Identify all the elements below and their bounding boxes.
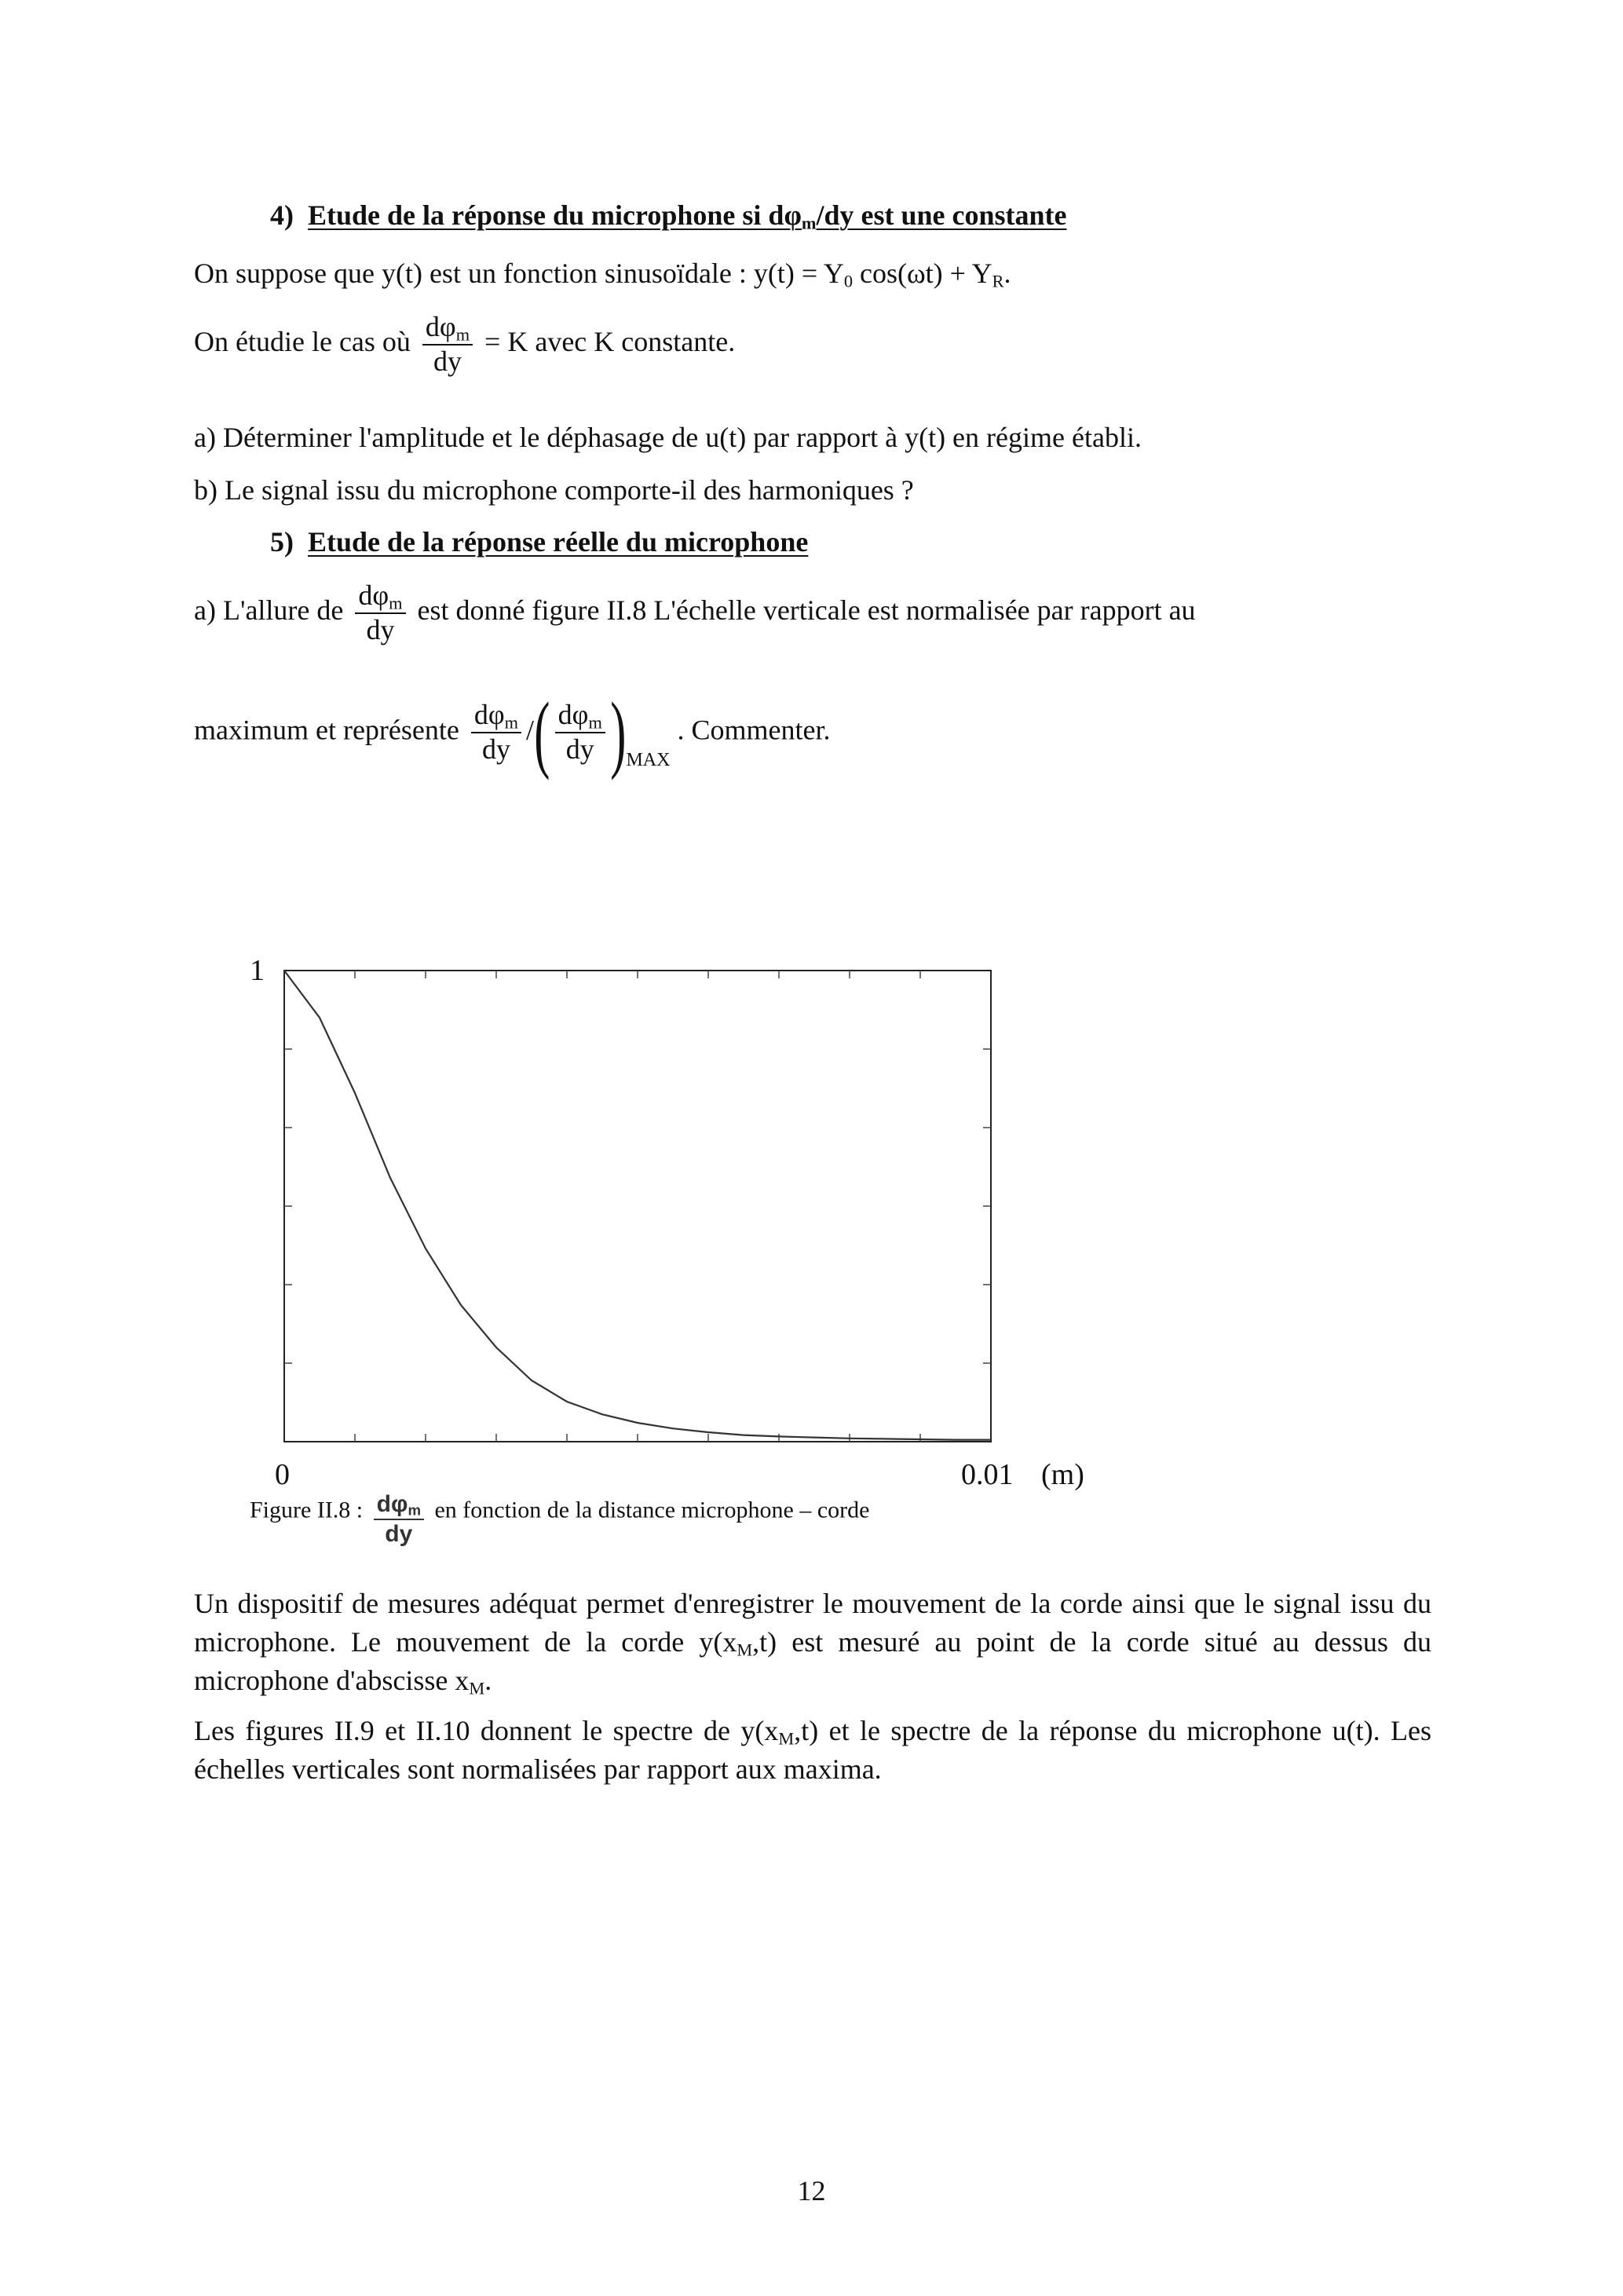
section-5-number: 5) [270,526,294,558]
figure-ii8-chart [188,927,1131,1492]
section-5-heading [270,525,808,560]
plot-frame [284,971,991,1442]
division-slash: / [526,714,535,746]
section-4-number: 4) [270,199,294,231]
question-4b: b) Le signal issu du microphone comporte-il des harmoniques ? [194,474,914,506]
dphi-dy-fraction-max: $\frac{d\varphi_m}{dy}$ [555,700,605,765]
paragraph-measurement: Un dispositif de mesures adéquat permet d'enregistrer le mouvement de la corde ainsi que le signal issu du microphone. Le mouvement de la corde $y(x_M,t)$ est mesuré au point de la corde situé au dessus du microphone d'abscisse $x_M$. [194,1588,1431,1698]
x-tick-label-max: 0.01 [961,1458,1014,1491]
y-tick-label-max: 1 [250,954,265,987]
sinusoid-assumption: On suppose que y(t) est un fonction sinusoïdale : $y(t) = Y_0$ $\cos(\omega t) + Y_R$. [194,258,1011,291]
figure-label: Figure II.8 : [250,1497,364,1523]
constant-case-line: On étudie le cas où $\frac{d\varphi_m}{dy}$ = K avec K constante. [194,311,736,377]
section-4-heading [270,198,1067,233]
series-line [284,971,991,1440]
caption-dphi-dy: $\frac{d\varphi_m}{dy}$ [374,1492,424,1546]
question-4a: a) Déterminer l'amplitude et le déphasage de u(t) par rapport à y(t) en régime établi. [194,422,1142,453]
x-tick-label-min: 0 [275,1458,290,1491]
section-5-title: Etude de la réponse réelle du microphone [308,526,809,558]
max-subscript: MAX [626,749,671,770]
question-5a: a) L'allure de $\frac{d\varphi_m}{dy}$ est donné figure II.8 L'échelle verticale est normalisée par rapport au [194,579,1196,645]
dphi-dy-fraction: $\frac{d\varphi_m}{dy}$ [422,313,473,377]
paragraph-spectra: Les figures II.9 et II.10 donnent le spectre de $y(x_M,t)$ et le spectre de la réponse du microphone u(t). Les échelles verticales sont normalisées par rapport aux maxima. [194,1715,1431,1785]
dphi-dy-fraction: $\frac{d\varphi_m}{dy}$ [355,581,405,645]
dphi-dy-fraction: $\frac{d\varphi_m}{dy}$ [471,700,521,765]
section-4-title: Etude de la réponse du microphone si $d\varphi_m/dy$ est une constante [308,199,1067,233]
figure-caption [250,1492,869,1546]
question-5a-continued: maximum et représente $\frac{d\varphi_m}{dy}$ /( $\frac{d\varphi_m}{dy}$ )$_{MAX}$ . Commenter. [194,685,831,781]
page-number: 12 [797,2175,826,2206]
x-axis-unit: (m) [1041,1458,1084,1491]
caption-text: en fonction de la distance microphone – corde [434,1497,870,1523]
